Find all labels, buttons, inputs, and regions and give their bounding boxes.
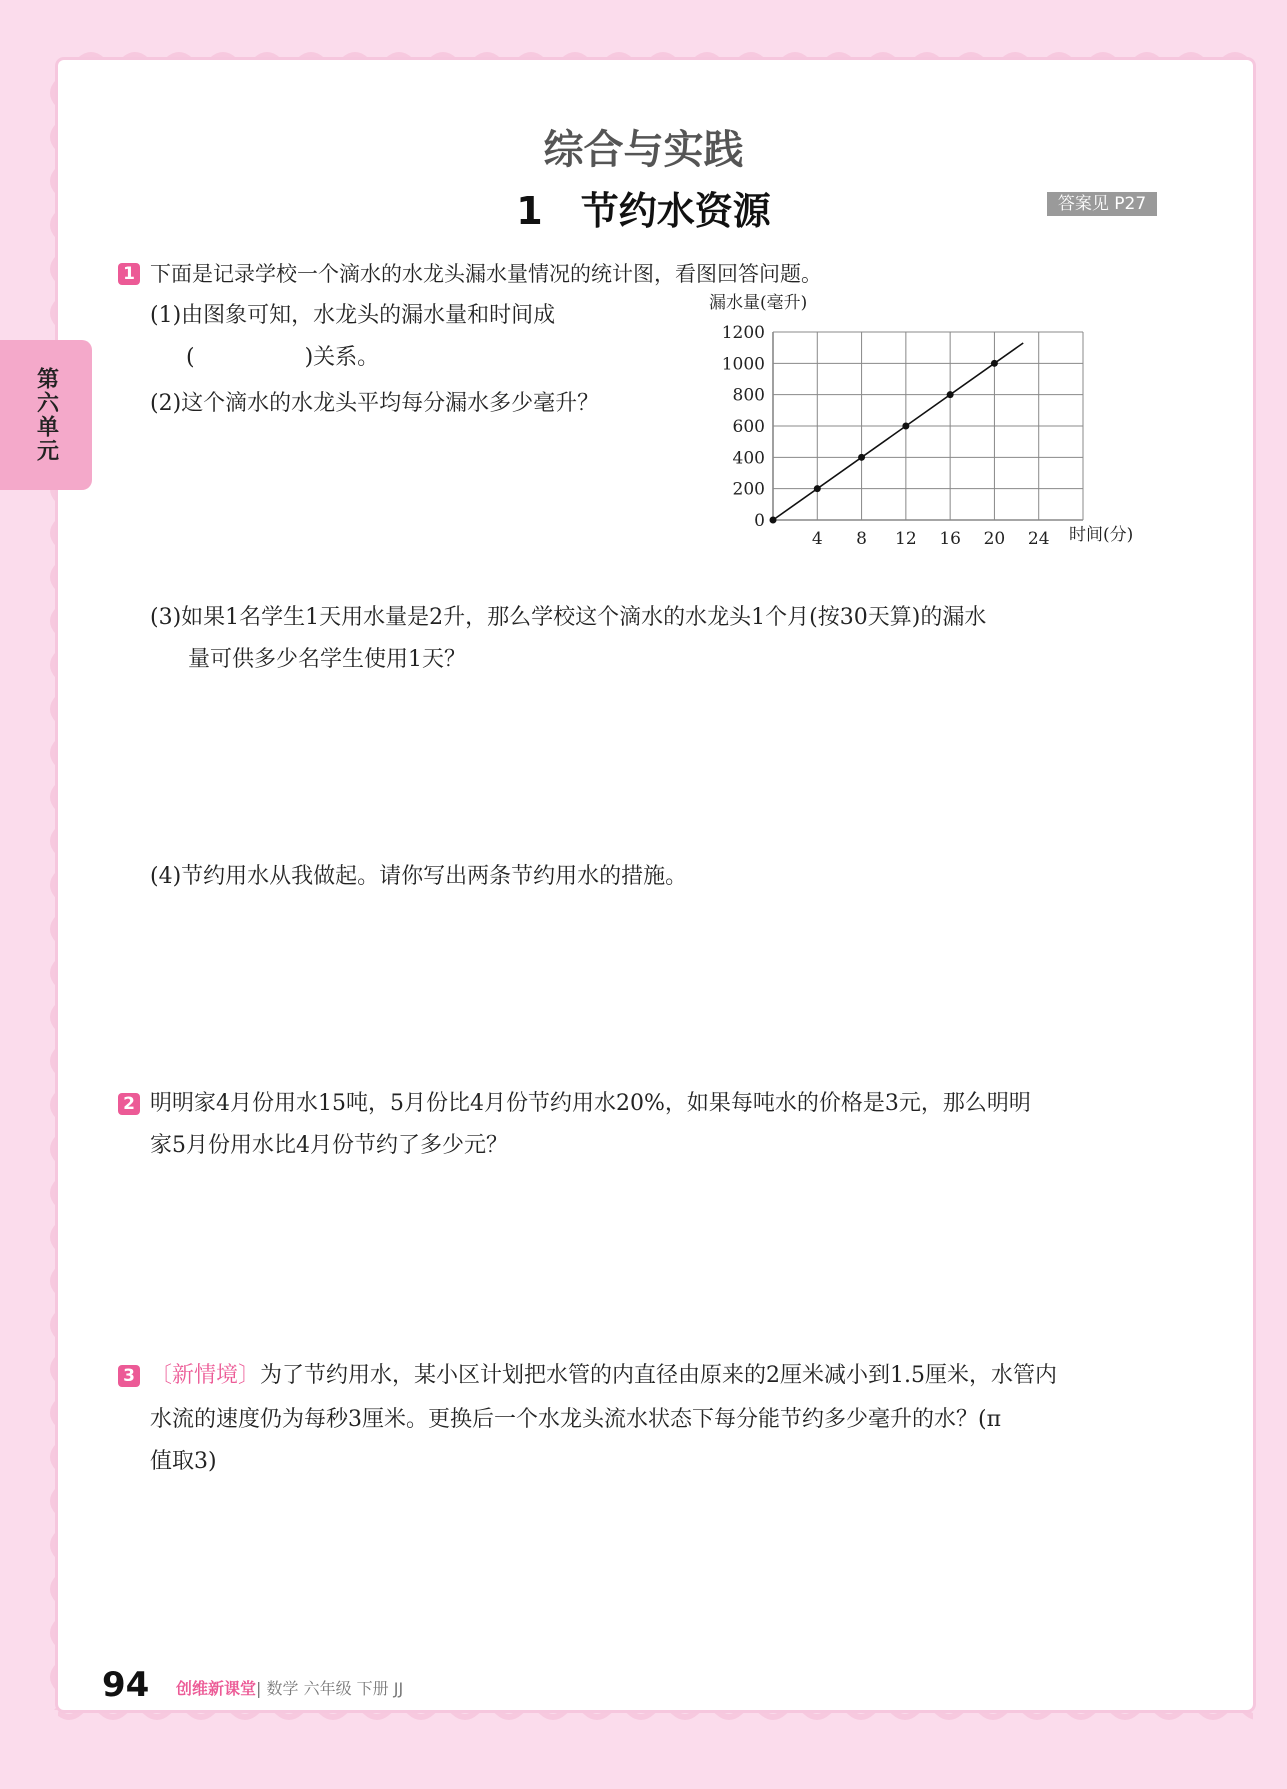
question-1-part-3-line-2: 量可供多少名学生使用1天？ — [188, 647, 466, 672]
question-2-line-1: 明明家4月份用水15吨，5月份比4月份节约用水20%，如果每吨水的价格是3元，那么明明 — [150, 1091, 1031, 1116]
chart-series-line — [773, 343, 1023, 520]
lesson-title: 1 节约水资源 — [516, 189, 771, 233]
chart-y-tick-label: 800 — [732, 385, 765, 406]
question-1-number: 1 — [118, 263, 140, 285]
chart-x-tick-label: 24 — [1027, 529, 1050, 549]
new-situation-tag: 〔新情境〕 — [150, 1363, 261, 1388]
footer-info — [176, 1676, 403, 1699]
section-title: 综合与实践 — [543, 127, 744, 173]
chart-x-tick-label: 4 — [811, 529, 823, 549]
footer-brand: 创维新课堂 — [176, 1679, 257, 1698]
question-1-lead: 下面是记录学校一个滴水的水龙头漏水量情况的统计图，看图回答问题。 — [150, 262, 822, 286]
leakage-line-chart — [695, 290, 1175, 550]
chart-y-tick-label: 1200 — [721, 323, 765, 343]
chart-x-tick-label: 16 — [939, 529, 961, 549]
question-3-line-3: 值取3) — [150, 1449, 217, 1474]
chart-data-point — [991, 360, 998, 367]
chart-x-tick-label: 20 — [983, 529, 1006, 549]
question-3-number: 3 — [118, 1365, 140, 1387]
question-2-number: 2 — [118, 1093, 140, 1115]
unit-side-tab — [0, 340, 92, 490]
unit-side-tab-label: 第六单元 — [33, 367, 59, 463]
chart-data-point — [947, 391, 954, 398]
answer-reference-badge: 答案见 P27 — [1047, 192, 1157, 216]
chart-data-point — [902, 423, 909, 430]
question-1-part-1-line-1: (1)由图象可知，水龙头的漏水量和时间成 — [150, 303, 556, 328]
question-3-line-1 — [150, 1361, 1057, 1391]
chart-x-tick-label: 12 — [895, 529, 917, 549]
chart-data-point — [858, 454, 865, 461]
question-2-line-2: 家5月份用水比4月份节约了多少元？ — [150, 1133, 508, 1158]
question-1-part-4: (4)节约用水从我做起。请你写出两条节约用水的措施。 — [150, 864, 688, 889]
chart-data-point — [814, 485, 821, 492]
chart-x-axis-label: 时间(分) — [1069, 525, 1134, 545]
chart-y-tick-label: 1000 — [721, 354, 765, 375]
page-number: 94 — [102, 1665, 150, 1705]
chart-y-tick-label: 600 — [732, 417, 765, 437]
question-1-part-3-line-1: (3)如果1名学生1天用水量是2升，那么学校这个滴水的水龙头1个月(按30天算)的漏水 — [150, 605, 987, 630]
chart-y-tick-label: 0 — [754, 511, 765, 531]
question-3-line-2: 水流的速度仍为每秒3厘米。更换后一个水龙头流水状态下每分能节约多少毫升的水？(π — [150, 1407, 1002, 1432]
question-1-part-2: (2)这个滴水的水龙头平均每分漏水多少毫升？ — [150, 391, 600, 416]
chart-y-tick-label: 400 — [732, 448, 765, 469]
chart-y-tick-label: 200 — [732, 479, 765, 500]
chart-data-point — [770, 517, 777, 524]
chart-x-tick-label: 8 — [856, 529, 867, 549]
question-1-part-1-line-2: ( )关系。 — [186, 345, 380, 370]
question-3-line-1-text: 为了节约用水，某小区计划把水管的内直径由原来的2厘米减小到1.5厘米，水管内 — [260, 1363, 1058, 1388]
footer-book-info: | 数学 六年级 下册 JJ — [256, 1679, 404, 1698]
chart-y-axis-label: 漏水量(毫升) — [709, 293, 808, 313]
